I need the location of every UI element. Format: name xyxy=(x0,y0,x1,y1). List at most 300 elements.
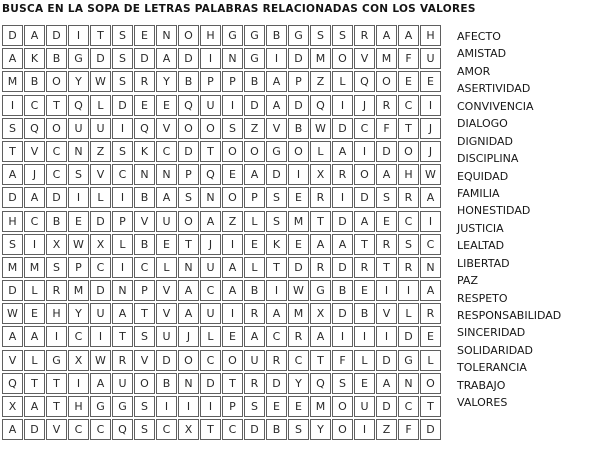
grid-cell[interactable]: C xyxy=(90,257,111,278)
grid-cell[interactable]: A xyxy=(266,95,287,116)
grid-cell[interactable]: S xyxy=(2,234,23,255)
grid-cell[interactable]: P xyxy=(200,71,221,92)
grid-cell[interactable]: A xyxy=(332,141,353,162)
grid-cell[interactable]: L xyxy=(244,257,265,278)
grid-cell[interactable]: G xyxy=(90,396,111,417)
grid-cell[interactable]: Z xyxy=(310,71,331,92)
grid-cell[interactable]: G xyxy=(68,48,89,69)
grid-cell[interactable]: R xyxy=(310,257,331,278)
grid-cell[interactable]: U xyxy=(200,95,221,116)
grid-cell[interactable]: V xyxy=(134,350,155,371)
grid-cell[interactable]: D xyxy=(90,211,111,232)
grid-cell[interactable]: R xyxy=(354,257,375,278)
grid-cell[interactable]: D xyxy=(24,419,45,440)
grid-cell[interactable]: H xyxy=(68,396,89,417)
grid-cell[interactable]: B xyxy=(332,280,353,301)
grid-cell[interactable]: D xyxy=(90,280,111,301)
grid-cell[interactable]: Q xyxy=(178,95,199,116)
grid-cell[interactable]: G xyxy=(46,350,67,371)
grid-cell[interactable]: T xyxy=(310,211,331,232)
grid-cell[interactable]: L xyxy=(90,187,111,208)
grid-cell[interactable]: Y xyxy=(68,303,89,324)
grid-cell[interactable]: H xyxy=(2,211,23,232)
grid-cell[interactable]: D xyxy=(420,419,441,440)
grid-cell[interactable]: Q xyxy=(2,373,23,394)
grid-cell[interactable]: C xyxy=(398,95,419,116)
grid-cell[interactable]: L xyxy=(112,234,133,255)
grid-cell[interactable]: C xyxy=(398,211,419,232)
grid-cell[interactable]: O xyxy=(134,373,155,394)
grid-cell[interactable]: O xyxy=(376,71,397,92)
grid-cell[interactable]: E xyxy=(266,396,287,417)
grid-cell[interactable]: E xyxy=(244,234,265,255)
grid-cell[interactable]: I xyxy=(112,257,133,278)
grid-cell[interactable]: S xyxy=(134,326,155,347)
grid-cell[interactable]: O xyxy=(354,164,375,185)
grid-cell[interactable]: V xyxy=(2,350,23,371)
grid-cell[interactable]: R xyxy=(398,187,419,208)
grid-cell[interactable]: C xyxy=(112,164,133,185)
grid-cell[interactable]: S xyxy=(222,118,243,139)
grid-cell[interactable]: D xyxy=(288,48,309,69)
grid-cell[interactable]: X xyxy=(178,419,199,440)
grid-cell[interactable]: C xyxy=(46,141,67,162)
grid-cell[interactable]: T xyxy=(354,234,375,255)
grid-cell[interactable]: I xyxy=(222,234,243,255)
grid-cell[interactable]: E xyxy=(398,71,419,92)
grid-cell[interactable]: R xyxy=(266,350,287,371)
grid-cell[interactable]: V xyxy=(24,141,45,162)
grid-cell[interactable]: S xyxy=(332,25,353,46)
grid-cell[interactable]: E xyxy=(222,164,243,185)
grid-cell[interactable]: I xyxy=(156,396,177,417)
grid-cell[interactable]: T xyxy=(266,257,287,278)
grid-cell[interactable]: G xyxy=(310,280,331,301)
grid-cell[interactable]: C xyxy=(398,396,419,417)
grid-cell[interactable]: W xyxy=(90,350,111,371)
grid-cell[interactable]: L xyxy=(24,280,45,301)
grid-cell[interactable]: B xyxy=(354,303,375,324)
grid-cell[interactable]: D xyxy=(332,303,353,324)
grid-cell[interactable]: E xyxy=(354,280,375,301)
grid-cell[interactable]: U xyxy=(200,303,221,324)
grid-cell[interactable]: E xyxy=(420,326,441,347)
grid-cell[interactable]: W xyxy=(288,280,309,301)
grid-cell[interactable]: Q xyxy=(354,71,375,92)
grid-cell[interactable]: A xyxy=(178,280,199,301)
grid-cell[interactable]: T xyxy=(46,396,67,417)
grid-cell[interactable]: Q xyxy=(68,95,89,116)
grid-cell[interactable]: B xyxy=(178,71,199,92)
grid-cell[interactable]: V xyxy=(354,48,375,69)
grid-cell[interactable]: J xyxy=(178,326,199,347)
grid-cell[interactable]: C xyxy=(200,350,221,371)
grid-cell[interactable]: F xyxy=(398,48,419,69)
grid-cell[interactable]: V xyxy=(46,419,67,440)
grid-cell[interactable]: I xyxy=(354,141,375,162)
grid-cell[interactable]: I xyxy=(332,187,353,208)
grid-cell[interactable]: C xyxy=(156,419,177,440)
grid-cell[interactable]: Z xyxy=(244,118,265,139)
grid-cell[interactable]: T xyxy=(200,141,221,162)
grid-cell[interactable]: O xyxy=(178,350,199,371)
grid-cell[interactable]: O xyxy=(222,141,243,162)
grid-cell[interactable]: Q xyxy=(310,95,331,116)
grid-cell[interactable]: W xyxy=(68,234,89,255)
grid-cell[interactable]: I xyxy=(354,419,375,440)
grid-cell[interactable]: B xyxy=(156,373,177,394)
grid-cell[interactable]: I xyxy=(178,396,199,417)
grid-cell[interactable]: C xyxy=(156,141,177,162)
grid-cell[interactable]: D xyxy=(244,95,265,116)
grid-cell[interactable]: S xyxy=(178,187,199,208)
grid-cell[interactable]: I xyxy=(68,187,89,208)
grid-cell[interactable]: X xyxy=(2,396,23,417)
grid-cell[interactable]: N xyxy=(156,25,177,46)
grid-cell[interactable]: D xyxy=(156,350,177,371)
grid-cell[interactable]: C xyxy=(266,326,287,347)
grid-cell[interactable]: B xyxy=(244,280,265,301)
grid-cell[interactable]: X xyxy=(310,303,331,324)
grid-cell[interactable]: D xyxy=(244,419,265,440)
grid-cell[interactable]: A xyxy=(2,419,23,440)
grid-cell[interactable]: E xyxy=(156,234,177,255)
grid-cell[interactable]: R xyxy=(354,25,375,46)
grid-cell[interactable]: I xyxy=(222,95,243,116)
grid-cell[interactable]: A xyxy=(2,326,23,347)
grid-cell[interactable]: A xyxy=(2,48,23,69)
grid-cell[interactable]: F xyxy=(332,350,353,371)
grid-cell[interactable]: T xyxy=(398,118,419,139)
grid-cell[interactable]: Y xyxy=(310,419,331,440)
grid-cell[interactable]: A xyxy=(376,25,397,46)
grid-cell[interactable]: P xyxy=(68,257,89,278)
grid-cell[interactable]: P xyxy=(288,71,309,92)
grid-cell[interactable]: P xyxy=(222,396,243,417)
grid-cell[interactable]: T xyxy=(376,257,397,278)
grid-cell[interactable]: N xyxy=(420,257,441,278)
grid-cell[interactable]: A xyxy=(222,257,243,278)
grid-cell[interactable]: D xyxy=(288,257,309,278)
grid-cell[interactable]: I xyxy=(222,303,243,324)
grid-cell[interactable]: M xyxy=(2,71,23,92)
grid-cell[interactable]: I xyxy=(68,373,89,394)
grid-cell[interactable]: E xyxy=(288,234,309,255)
grid-cell[interactable]: C xyxy=(200,280,221,301)
grid-cell[interactable]: E xyxy=(134,95,155,116)
grid-cell[interactable]: O xyxy=(420,373,441,394)
grid-cell[interactable]: L xyxy=(310,141,331,162)
grid-cell[interactable]: M xyxy=(376,48,397,69)
grid-cell[interactable]: S xyxy=(376,187,397,208)
grid-cell[interactable]: D xyxy=(398,326,419,347)
grid-cell[interactable]: C xyxy=(354,118,375,139)
grid-cell[interactable]: I xyxy=(90,326,111,347)
grid-cell[interactable]: M xyxy=(288,211,309,232)
grid-cell[interactable]: H xyxy=(398,164,419,185)
grid-cell[interactable]: P xyxy=(244,187,265,208)
grid-cell[interactable]: B xyxy=(266,419,287,440)
grid-cell[interactable]: P xyxy=(112,211,133,232)
grid-cell[interactable]: G xyxy=(112,396,133,417)
grid-cell[interactable]: B xyxy=(24,71,45,92)
grid-cell[interactable]: O xyxy=(46,71,67,92)
grid-cell[interactable]: D xyxy=(90,48,111,69)
grid-cell[interactable]: I xyxy=(68,25,89,46)
grid-cell[interactable]: M xyxy=(310,48,331,69)
grid-cell[interactable]: N xyxy=(112,280,133,301)
grid-cell[interactable]: P xyxy=(222,71,243,92)
grid-cell[interactable]: C xyxy=(68,326,89,347)
grid-cell[interactable]: A xyxy=(310,234,331,255)
grid-cell[interactable]: J xyxy=(354,95,375,116)
grid-cell[interactable]: G xyxy=(266,141,287,162)
grid-cell[interactable]: D xyxy=(46,25,67,46)
grid-cell[interactable]: U xyxy=(200,257,221,278)
grid-cell[interactable]: B xyxy=(46,48,67,69)
grid-cell[interactable]: A xyxy=(24,396,45,417)
grid-cell[interactable]: Y xyxy=(288,373,309,394)
grid-cell[interactable]: L xyxy=(332,71,353,92)
grid-cell[interactable]: R xyxy=(310,187,331,208)
grid-cell[interactable]: A xyxy=(266,71,287,92)
grid-cell[interactable]: R xyxy=(288,326,309,347)
grid-cell[interactable]: K xyxy=(266,234,287,255)
grid-cell[interactable]: A xyxy=(332,234,353,255)
grid-cell[interactable]: M xyxy=(2,257,23,278)
grid-cell[interactable]: R xyxy=(332,164,353,185)
grid-cell[interactable]: V xyxy=(156,118,177,139)
grid-cell[interactable]: U xyxy=(90,303,111,324)
grid-cell[interactable]: Z xyxy=(90,141,111,162)
grid-cell[interactable]: X xyxy=(90,234,111,255)
grid-cell[interactable]: E xyxy=(134,25,155,46)
grid-cell[interactable]: H xyxy=(420,25,441,46)
grid-cell[interactable]: L xyxy=(244,211,265,232)
grid-cell[interactable]: R xyxy=(398,257,419,278)
grid-cell[interactable]: A xyxy=(244,326,265,347)
grid-cell[interactable]: R xyxy=(112,350,133,371)
grid-cell[interactable]: A xyxy=(354,211,375,232)
grid-cell[interactable]: S xyxy=(112,71,133,92)
grid-cell[interactable]: I xyxy=(200,396,221,417)
grid-cell[interactable]: C xyxy=(288,350,309,371)
grid-cell[interactable]: I xyxy=(420,211,441,232)
grid-cell[interactable]: Q xyxy=(200,164,221,185)
grid-cell[interactable]: I xyxy=(398,280,419,301)
grid-cell[interactable]: G xyxy=(244,48,265,69)
grid-cell[interactable]: S xyxy=(112,48,133,69)
grid-cell[interactable]: D xyxy=(134,48,155,69)
grid-cell[interactable]: S xyxy=(266,187,287,208)
grid-cell[interactable]: A xyxy=(112,303,133,324)
grid-cell[interactable]: R xyxy=(244,303,265,324)
grid-cell[interactable]: R xyxy=(244,373,265,394)
grid-cell[interactable]: D xyxy=(46,187,67,208)
grid-cell[interactable]: T xyxy=(46,373,67,394)
grid-cell[interactable]: D xyxy=(178,48,199,69)
grid-cell[interactable]: O xyxy=(222,350,243,371)
grid-cell[interactable]: U xyxy=(420,48,441,69)
grid-cell[interactable]: T xyxy=(310,350,331,371)
grid-cell[interactable]: O xyxy=(288,141,309,162)
grid-cell[interactable]: H xyxy=(200,25,221,46)
grid-cell[interactable]: L xyxy=(156,257,177,278)
grid-cell[interactable]: O xyxy=(178,211,199,232)
grid-cell[interactable]: M xyxy=(310,396,331,417)
grid-cell[interactable]: T xyxy=(46,95,67,116)
grid-cell[interactable]: W xyxy=(310,118,331,139)
grid-cell[interactable]: T xyxy=(222,373,243,394)
grid-cell[interactable]: A xyxy=(200,211,221,232)
grid-cell[interactable]: T xyxy=(112,326,133,347)
grid-cell[interactable]: I xyxy=(46,326,67,347)
grid-cell[interactable]: D xyxy=(354,187,375,208)
grid-cell[interactable]: I xyxy=(288,164,309,185)
grid-cell[interactable]: A xyxy=(2,164,23,185)
grid-cell[interactable]: G xyxy=(222,25,243,46)
grid-cell[interactable]: A xyxy=(90,373,111,394)
grid-cell[interactable]: S xyxy=(112,25,133,46)
grid-cell[interactable]: J xyxy=(24,164,45,185)
grid-cell[interactable]: A xyxy=(398,25,419,46)
grid-cell[interactable]: O xyxy=(332,419,353,440)
grid-cell[interactable]: I xyxy=(200,48,221,69)
grid-cell[interactable]: U xyxy=(68,118,89,139)
grid-cell[interactable]: U xyxy=(244,350,265,371)
grid-cell[interactable]: E xyxy=(376,211,397,232)
grid-cell[interactable]: Y xyxy=(156,71,177,92)
grid-cell[interactable]: R xyxy=(376,234,397,255)
grid-cell[interactable]: T xyxy=(24,373,45,394)
grid-cell[interactable]: T xyxy=(90,25,111,46)
grid-cell[interactable]: B xyxy=(134,234,155,255)
grid-cell[interactable]: G xyxy=(398,350,419,371)
grid-cell[interactable]: S xyxy=(332,373,353,394)
grid-cell[interactable]: A xyxy=(24,326,45,347)
grid-cell[interactable]: N xyxy=(200,187,221,208)
grid-cell[interactable]: L xyxy=(354,350,375,371)
grid-cell[interactable]: O xyxy=(332,396,353,417)
grid-cell[interactable]: Z xyxy=(376,419,397,440)
grid-cell[interactable]: V xyxy=(134,211,155,232)
grid-cell[interactable]: S xyxy=(46,257,67,278)
grid-cell[interactable]: A xyxy=(420,280,441,301)
grid-cell[interactable]: A xyxy=(156,48,177,69)
grid-cell[interactable]: B xyxy=(46,211,67,232)
grid-cell[interactable]: I xyxy=(24,234,45,255)
grid-cell[interactable]: D xyxy=(200,373,221,394)
grid-cell[interactable]: I xyxy=(266,280,287,301)
grid-cell[interactable]: N xyxy=(398,373,419,394)
grid-cell[interactable]: L xyxy=(398,303,419,324)
grid-cell[interactable]: L xyxy=(420,350,441,371)
grid-cell[interactable]: N xyxy=(222,48,243,69)
grid-cell[interactable]: L xyxy=(200,326,221,347)
grid-cell[interactable]: I xyxy=(112,187,133,208)
grid-cell[interactable]: D xyxy=(288,95,309,116)
grid-cell[interactable]: J xyxy=(420,118,441,139)
grid-cell[interactable]: M xyxy=(24,257,45,278)
grid-cell[interactable]: V xyxy=(376,303,397,324)
grid-cell[interactable]: C xyxy=(46,164,67,185)
grid-cell[interactable]: I xyxy=(112,118,133,139)
grid-cell[interactable]: S xyxy=(134,396,155,417)
grid-cell[interactable]: E xyxy=(420,71,441,92)
grid-cell[interactable]: S xyxy=(134,419,155,440)
grid-cell[interactable]: M xyxy=(288,303,309,324)
grid-cell[interactable]: N xyxy=(156,164,177,185)
grid-cell[interactable]: C xyxy=(222,419,243,440)
grid-cell[interactable]: D xyxy=(178,141,199,162)
grid-cell[interactable]: O xyxy=(178,25,199,46)
grid-cell[interactable]: X xyxy=(68,350,89,371)
grid-cell[interactable]: A xyxy=(376,164,397,185)
grid-cell[interactable]: O xyxy=(332,48,353,69)
grid-cell[interactable]: E xyxy=(68,211,89,232)
grid-cell[interactable]: E xyxy=(288,396,309,417)
grid-cell[interactable]: H xyxy=(46,303,67,324)
grid-cell[interactable]: D xyxy=(266,373,287,394)
grid-cell[interactable]: D xyxy=(112,95,133,116)
grid-cell[interactable]: C xyxy=(24,211,45,232)
grid-cell[interactable]: I xyxy=(354,326,375,347)
grid-cell[interactable]: X xyxy=(310,164,331,185)
grid-cell[interactable]: A xyxy=(24,187,45,208)
grid-cell[interactable]: E xyxy=(24,303,45,324)
grid-cell[interactable]: G xyxy=(288,25,309,46)
grid-cell[interactable]: A xyxy=(376,373,397,394)
grid-cell[interactable]: O xyxy=(200,118,221,139)
grid-cell[interactable]: R xyxy=(46,280,67,301)
grid-cell[interactable]: A xyxy=(420,187,441,208)
grid-cell[interactable]: I xyxy=(376,280,397,301)
grid-cell[interactable]: D xyxy=(376,396,397,417)
grid-cell[interactable]: V xyxy=(156,280,177,301)
grid-cell[interactable]: A xyxy=(244,164,265,185)
grid-cell[interactable]: R xyxy=(134,71,155,92)
grid-cell[interactable]: I xyxy=(2,95,23,116)
grid-cell[interactable]: A xyxy=(310,326,331,347)
grid-cell[interactable]: U xyxy=(156,326,177,347)
grid-cell[interactable]: V xyxy=(90,164,111,185)
grid-cell[interactable]: Q xyxy=(310,373,331,394)
grid-cell[interactable]: W xyxy=(90,71,111,92)
grid-cell[interactable]: L xyxy=(90,95,111,116)
grid-cell[interactable]: I xyxy=(376,326,397,347)
grid-cell[interactable]: T xyxy=(178,234,199,255)
grid-cell[interactable]: C xyxy=(68,419,89,440)
grid-cell[interactable]: I xyxy=(420,95,441,116)
grid-cell[interactable]: T xyxy=(420,396,441,417)
grid-cell[interactable]: D xyxy=(376,350,397,371)
grid-cell[interactable]: A xyxy=(266,303,287,324)
grid-cell[interactable]: J xyxy=(420,141,441,162)
grid-cell[interactable]: S xyxy=(68,164,89,185)
grid-cell[interactable]: O xyxy=(222,187,243,208)
grid-cell[interactable]: E xyxy=(354,373,375,394)
grid-cell[interactable]: I xyxy=(266,48,287,69)
grid-cell[interactable]: E xyxy=(156,95,177,116)
grid-cell[interactable]: R xyxy=(376,95,397,116)
grid-cell[interactable]: O xyxy=(46,118,67,139)
grid-cell[interactable]: K xyxy=(24,48,45,69)
grid-cell[interactable]: P xyxy=(178,164,199,185)
grid-cell[interactable]: K xyxy=(134,141,155,162)
grid-cell[interactable]: S xyxy=(288,419,309,440)
grid-cell[interactable]: N xyxy=(68,141,89,162)
grid-cell[interactable]: T xyxy=(200,419,221,440)
